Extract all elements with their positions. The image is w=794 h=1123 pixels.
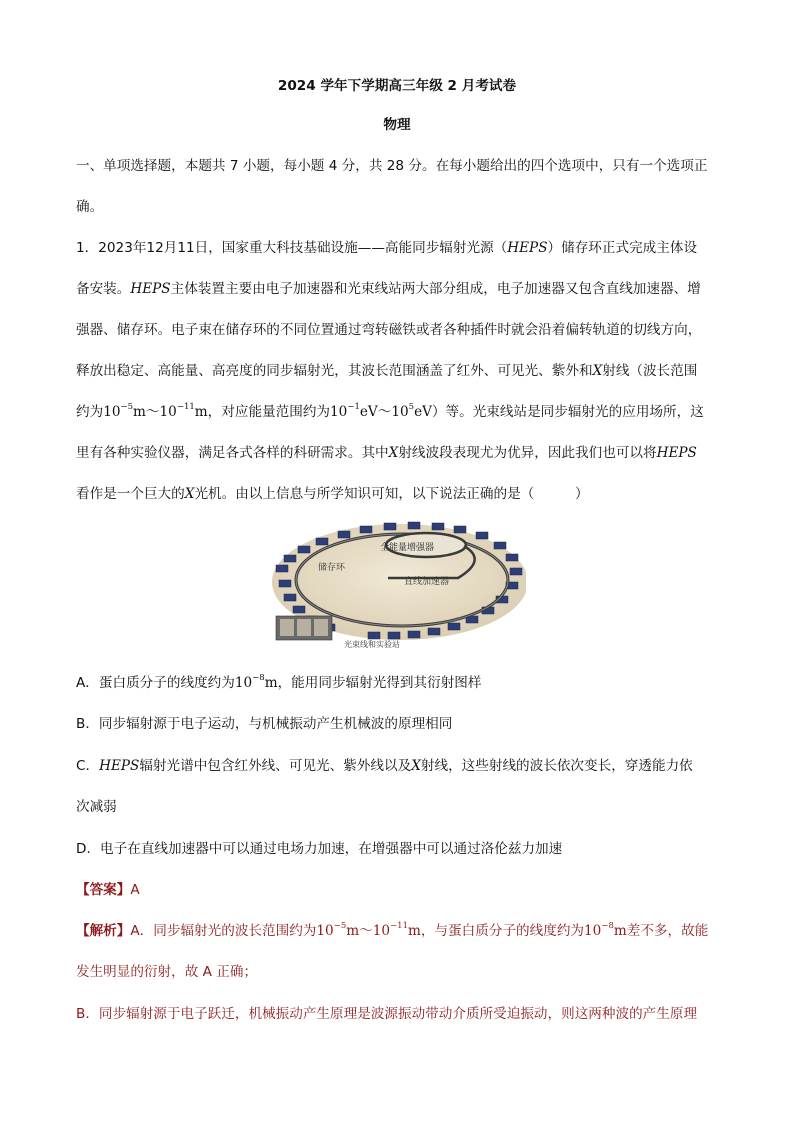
- section-instructions-line1: 一、单项选择题，本题共 7 小题，每小题 4 分，共 28 分。在每小题给出的四个选项中，只有一个选项正: [76, 158, 708, 174]
- option-c-line2: 次减弱: [76, 799, 117, 815]
- question-1-line3: 强器、储存环。电子束在储存环的不同位置通过弯转磁铁或者各种插件时就会沿着偏转轨道的切线方向，: [76, 322, 702, 338]
- option-c: C．HEPS辐射光谱中包含红外线、可见光、紫外线以及X射线，这些射线的波长依次变长，穿透能力依: [76, 758, 693, 774]
- analysis-line2: 发生明显的衍射，故 A 正确；: [76, 964, 258, 980]
- answer: [76, 880, 140, 900]
- heps-facility-illustration: [268, 520, 526, 652]
- experiment-station-buildings: [276, 616, 332, 640]
- figure-label-booster: 全能量增强器: [380, 543, 435, 553]
- option-d: D．电子在直线加速器中可以通过电场力加速，在增强器中可以通过洛伦兹力加速: [76, 841, 563, 857]
- subject-title: 物理: [383, 117, 411, 133]
- question-1-line1: 1．2023年12月11日，国家重大科技基础设施——高能同步辐射光源（HEPS）储存环正式完成主体设: [76, 240, 698, 256]
- figure-label-storage-ring: 储存环: [318, 563, 346, 573]
- question-1-line2: 备安装。HEPS主体装置主要由电子加速器和光束线站两大部分组成，电子加速器又包含直线加速器、增: [76, 281, 701, 297]
- question-1-line7: 看作是一个巨大的X光机。由以上信息与所学知识可知，以下说法正确的是（ ）: [76, 486, 589, 502]
- question-1-line6: 里有各种实验仪器，满足各式各样的科研需求。其中X射线波段表现尤为优异，因此我们也可以将HEPS: [76, 445, 697, 461]
- analysis-line1: 【解析】A．同步辐射光的波长范围约为$10^{-5}m\sim 10^{-11}m$，与蛋白质分子的线度约为$10^{-8}m$差不多，故能: [76, 921, 709, 939]
- question-1-line5: 约为$10^{-5}m\sim 10^{-11}m$，对应能量范围约为$10^{-1}eV\sim 10^5eV$）等。光束线站是同步辐射光的应用场所，这: [76, 402, 704, 420]
- question-1-line4: 释放出稳定、高能量、高亮度的同步辐射光，其波长范围涵盖了红外、可见光、紫外和X射线（波长范围: [76, 363, 698, 379]
- figure-label-beamline: 光束线和实验站: [344, 640, 400, 649]
- exam-title: 2024 学年下学期高三年级 2 月考试卷: [277, 78, 517, 94]
- option-a: A．蛋白质分子的线度约为$10^{-8}m$，能用同步辐射光得到其衍射图样: [76, 673, 482, 691]
- answer-tag: 【答案】: [76, 882, 131, 898]
- figure-label-linac: 直线加速器: [404, 577, 450, 587]
- answer-value: A: [130, 882, 140, 898]
- heps-facility-figure: [268, 520, 526, 652]
- section-instructions-line2: 确。: [76, 199, 104, 215]
- option-b: B．同步辐射源于电子运动，与机械振动产生机械波的原理相同: [76, 716, 453, 732]
- analysis-line3: B．同步辐射源于电子跃迁，机械振动产生原理是波源振动带动介质所受迫振动，则这两种波的产生原理: [76, 1006, 698, 1022]
